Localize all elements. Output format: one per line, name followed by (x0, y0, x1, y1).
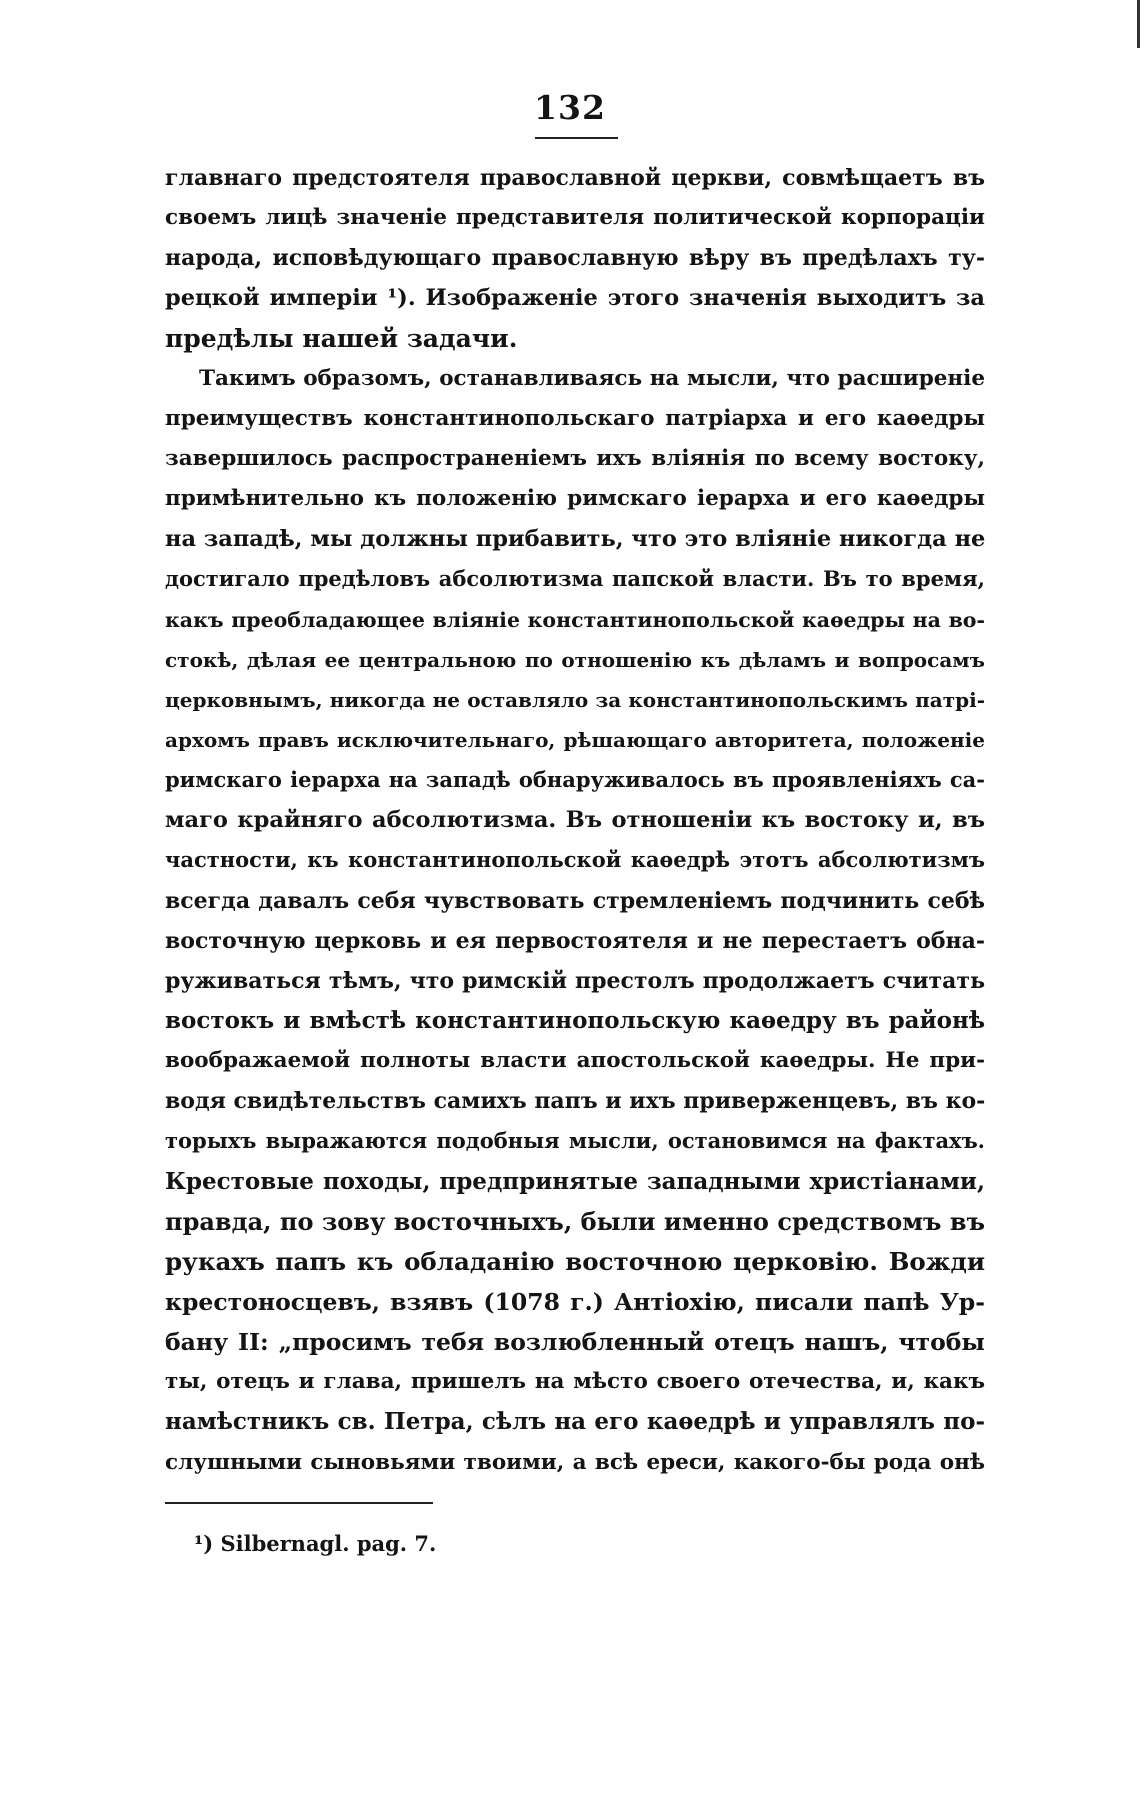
text-line: частности, къ константинопольской каѳедрѣ этотъ абсолютизмъ (165, 847, 985, 873)
text-line: ты, отецъ и глава, пришелъ на мѣсто своего отечества, и, какъ (165, 1369, 985, 1395)
text-line: руживаться тѣмъ, что римскій престолъ продолжаетъ считать (165, 967, 985, 994)
text-line: завершилось распространеніемъ ихъ вліянія по всему востоку, (165, 445, 985, 471)
text-line: бану II: „просимъ тебя возлюбленный отецъ нашъ, чтобы (165, 1328, 985, 1357)
text-line: примѣнительно къ положенію римскаго іерарха и его каѳедры (165, 486, 985, 512)
text-line: рецкой имперіи ¹). Изображеніе этого значенія выходитъ за (165, 285, 985, 312)
text-line: стокѣ, дѣлая ее центральною по отношенію къ дѣламъ и вопросамъ (165, 647, 985, 672)
paragraph-2 (165, 359, 985, 1483)
paragraph-1 (165, 158, 985, 359)
text-line: народа, исповѣдующаго православную вѣру въ предѣлахъ ту- (165, 245, 985, 272)
text-line: преимуществъ константинопольскаго патріарха и его каѳедры (165, 405, 985, 431)
footnote-rule (165, 1502, 433, 1504)
text-line: на западѣ, мы должны прибавить, что это вліяніе никогда не (165, 526, 986, 553)
text-line: торыхъ выражаются подобныя мысли, остановимся на фактахъ. (165, 1128, 985, 1154)
text-line: восточную церковь и ея первостоятеля и не перестаетъ обна- (165, 927, 985, 954)
text-line: предѣлы нашей задачи. (165, 323, 518, 353)
text-line: римскаго іерарха на западѣ обнаруживалось въ проявленіяхъ са- (165, 767, 985, 793)
text-line: крестоносцевъ, взявъ (1078 г.) Антіохію, писали папѣ Ур- (165, 1287, 985, 1316)
text-line: достигало предѣловъ абсолютизма папской власти. Въ то время, (165, 566, 985, 592)
text-line: Крестовые походы, предпринятые западными христіанами, (165, 1167, 985, 1195)
text-line: водя свидѣтельствъ самихъ папъ и ихъ приверженцевъ, въ ко- (165, 1088, 986, 1115)
text-line: слушными сыновьями твоими, а всѣ ереси, какого-бы рода онѣ (165, 1449, 985, 1475)
text-line: церковнымъ, никогда не оставляло за константинопольскимъ патрі- (165, 687, 985, 712)
page-number-rule (535, 137, 618, 139)
text-line: правда, по зову восточныхъ, были именно средствомъ въ (165, 1206, 985, 1236)
text-line: маго крайняго абсолютизма. Въ отношеніи къ востоку и, въ (165, 807, 985, 834)
page-number: 132 (534, 88, 606, 127)
text-line: главнаго предстоятеля православной церкви, совмѣщаетъ въ (165, 165, 985, 191)
text-line: всегда давалъ себя чувствовать стремленіемъ подчинить себѣ (165, 887, 985, 914)
text-line: Такимъ образомъ, останавливаясь на мысли, что расширеніе (199, 365, 985, 391)
text-line: рукахъ папъ къ обладанію восточною церковію. Вожди (165, 1246, 985, 1276)
text-line: какъ преобладающее вліяніе константинопольской каѳедры на во- (165, 607, 985, 632)
body-text (165, 158, 985, 1483)
text-line: намѣстникъ св. Петра, сѣлъ на его каѳедрѣ и управлялъ по- (165, 1408, 985, 1436)
text-line: востокъ и вмѣстѣ константинопольскую каѳедру въ районѣ (165, 1006, 985, 1034)
text-line: воображаемой полноты власти апостольской каѳедры. Не при- (165, 1048, 985, 1074)
footnote: ¹) Silbernagl. pag. 7. (194, 1531, 437, 1556)
text-line: своемъ лицѣ значеніе представителя политической корпораціи (165, 205, 985, 231)
text-line: архомъ правъ исключительнаго, рѣшающаго авторитета, положеніе (165, 727, 985, 752)
